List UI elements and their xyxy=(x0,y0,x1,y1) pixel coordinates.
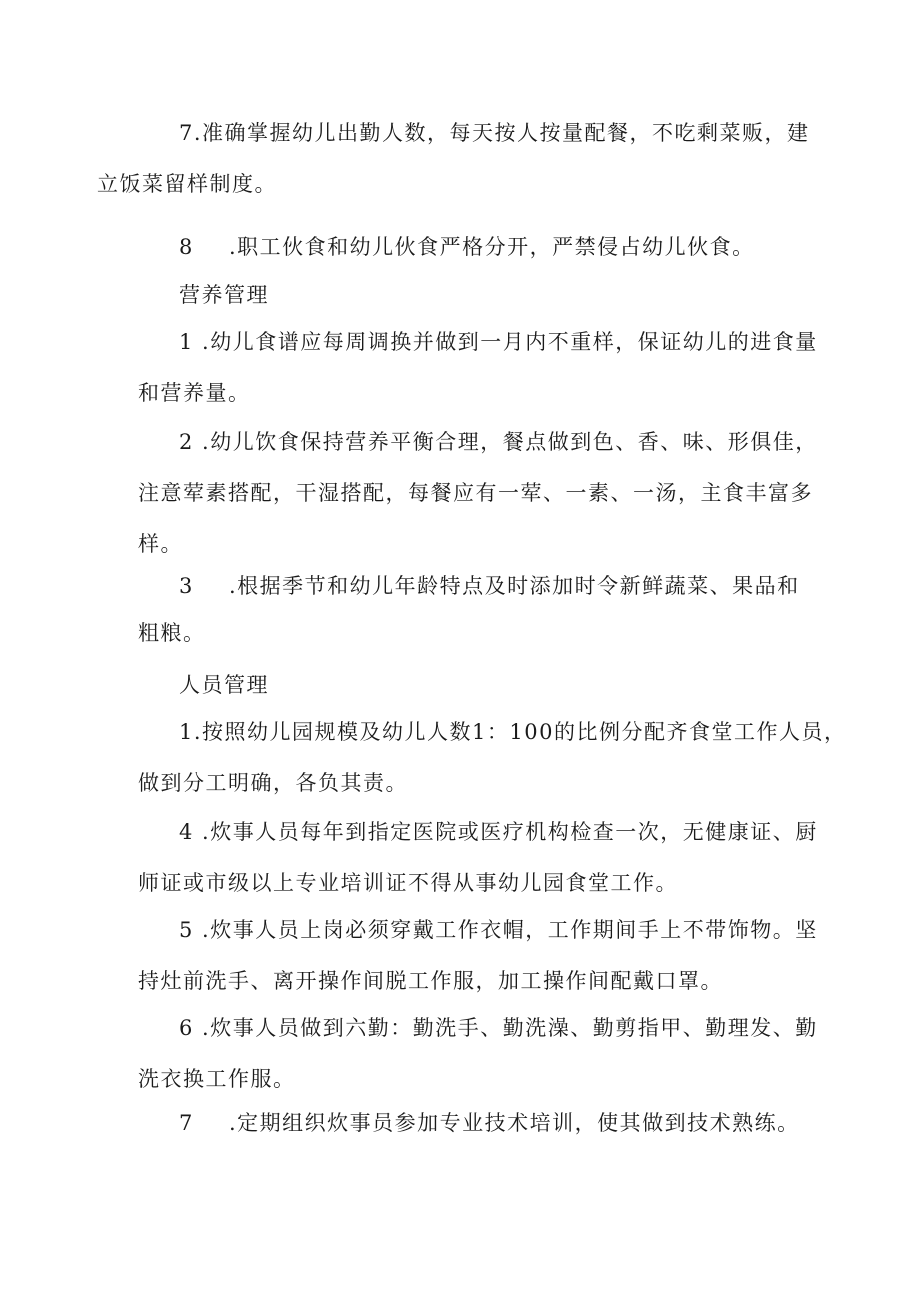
paragraph-item-7-attendance xyxy=(97,108,810,210)
paragraph-nutrition-3 xyxy=(179,561,800,612)
paragraph-personnel-5 xyxy=(138,905,818,1007)
paragraph-personnel-7 xyxy=(179,1098,800,1149)
paragraph-line: 4 .炊事人员每年到指定医院或医疗机构检查一次，无健康证、厨 xyxy=(179,820,818,844)
paragraph-line: 立饭菜留样制度。 xyxy=(97,172,277,196)
item-number: 8 xyxy=(179,235,194,259)
paragraph-line: 5 .炊事人员上岗必须穿戴工作衣帽，工作期间手上不带饰物。坚 xyxy=(179,918,818,942)
paragraph-nutrition-1 xyxy=(138,317,818,419)
paragraph-line: 洗衣换工作服。 xyxy=(138,1067,296,1091)
paragraph-line: 粗粮。 xyxy=(138,621,206,645)
section-heading-nutrition: 营养管理 xyxy=(179,283,269,307)
paragraph-line: 做到分工明确，各负其责。 xyxy=(138,771,408,795)
item-number: 3 xyxy=(179,574,194,598)
paragraph-personnel-4 xyxy=(138,807,818,909)
paragraph-nutrition-3-continuation xyxy=(138,608,206,659)
paragraph-line: .根据季节和幼儿年龄特点及时添加时令新鲜蔬菜、果品和 xyxy=(229,574,800,598)
paragraph-item-8-staff-meals xyxy=(179,222,755,273)
paragraph-personnel-6 xyxy=(138,1003,818,1105)
paragraph-line: .职工伙食和幼儿伙食严格分开，严禁侵占幼儿伙食。 xyxy=(229,235,755,259)
paragraph-personnel-1 xyxy=(138,707,847,809)
section-heading-personnel: 人员管理 xyxy=(179,673,269,697)
paragraph-line: 1 .幼儿食谱应每周调换并做到一月内不重样，保证幼儿的进食量 xyxy=(179,330,818,354)
paragraph-line: 6 .炊事人员做到六勤：勤洗手、勤洗澡、勤剪指甲、勤理发、勤 xyxy=(179,1016,818,1040)
paragraph-line: 样。 xyxy=(138,532,183,556)
paragraph-line: 持灶前洗手、离开操作间脱工作服，加工操作间配戴口罩。 xyxy=(138,969,723,993)
paragraph-line: 1.按照幼儿园规模及幼儿人数1：100的比例分配齐食堂工作人员， xyxy=(179,720,847,744)
paragraph-line: .定期组织炊事员参加专业技术培训，使其做到技术熟练。 xyxy=(229,1111,800,1135)
paragraph-line: 注意荤素搭配，干湿搭配，每餐应有一荤、一素、一汤，主食丰富多 xyxy=(138,481,813,505)
paragraph-line: 和营养量。 xyxy=(138,381,251,405)
paragraph-line: 7.准确掌握幼儿出勤人数，每天按人按量配餐，不吃剩菜贩，建 xyxy=(179,121,810,145)
item-number: 7 xyxy=(179,1111,194,1135)
paragraph-nutrition-2 xyxy=(138,417,818,570)
paragraph-line: 师证或市级以上专业培训证不得从事幼儿园食堂工作。 xyxy=(138,871,678,895)
paragraph-line: 2 .幼儿饮食保持营养平衡合理，餐点做到色、香、味、形俱佳， xyxy=(179,430,818,454)
